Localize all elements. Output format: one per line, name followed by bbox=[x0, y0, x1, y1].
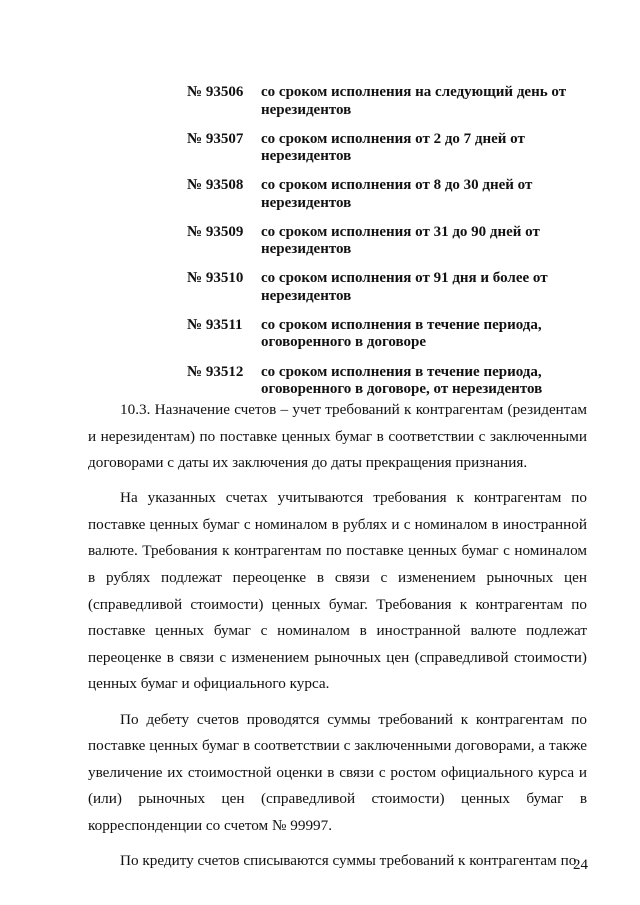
account-row bbox=[187, 84, 587, 131]
account-number: № 93506 bbox=[187, 84, 244, 100]
body-text bbox=[88, 397, 587, 883]
paragraph-purpose: 10.3. Назначение счетов – учет требований к контрагентам (резидентам и нерезидентам) по поставке ценных бумаг в соответствии с заключенными договорами с даты их заключения до даты прекращения признания. bbox=[88, 401, 587, 472]
account-number: № 93510 bbox=[187, 270, 244, 287]
account-number: № 93507 bbox=[187, 130, 244, 147]
account-description: со сроком исполнения на следующий день от нерезидентов bbox=[261, 84, 567, 118]
account-row bbox=[187, 131, 587, 178]
paragraph-credit: По кредиту счетов списываются суммы требований к контрагентам по bbox=[120, 852, 577, 869]
account-description: со сроком исполнения от 8 до 30 дней от нерезидентов bbox=[261, 177, 533, 211]
accounts-list bbox=[187, 84, 587, 410]
account-row bbox=[187, 224, 587, 271]
account-number: № 93509 bbox=[187, 223, 244, 240]
account-description: со сроком исполнения в течение периода, оговоренного в договоре, от нерезидентов bbox=[261, 363, 543, 398]
paragraph-accounting: На указанных счетах учитываются требования к контрагентам по поставке ценных бумаг с номиналом в рублях и с номиналом в иностранной валюте. Требования к контрагентам по поставке ценных бумаг с номиналом в рублях подлежат переоценке в связи с изменением рыночных цен (справедливой стоимости) ценных бумаг. Требования к контрагентам по поставке ценных бумаг с номиналом в иностранной валюте подлежат переоценке в связи с изменением рыночных цен (справедливой стоимости) ценных бумаг и официального курса. bbox=[88, 489, 587, 693]
account-description: со сроком исполнения от 2 до 7 дней от нерезидентов bbox=[261, 130, 525, 165]
account-number: № 93508 bbox=[187, 177, 244, 194]
account-description: со сроком исполнения от 31 до 90 дней от нерезидентов bbox=[261, 223, 540, 258]
account-row bbox=[187, 317, 587, 364]
page-number: 24 bbox=[573, 857, 588, 873]
account-row bbox=[187, 270, 587, 317]
account-description: со сроком исполнения от 91 дня и более от нерезидентов bbox=[261, 270, 548, 304]
paragraph-debit: По дебету счетов проводятся суммы требований к контрагентам по поставке ценных бумаг в соответствии с заключенными договорами, а также увеличение их стоимостной оценки в связи с ростом официального курса и (или) рыночных цен (справедливой стоимости) ценных бумаг в корреспонденции со счетом № 99997. bbox=[88, 710, 587, 834]
account-description: со сроком исполнения в течение периода, оговоренного в договоре bbox=[261, 316, 542, 351]
account-number: № 93511 bbox=[187, 316, 243, 333]
account-number: № 93512 bbox=[187, 363, 244, 380]
account-row bbox=[187, 177, 587, 224]
